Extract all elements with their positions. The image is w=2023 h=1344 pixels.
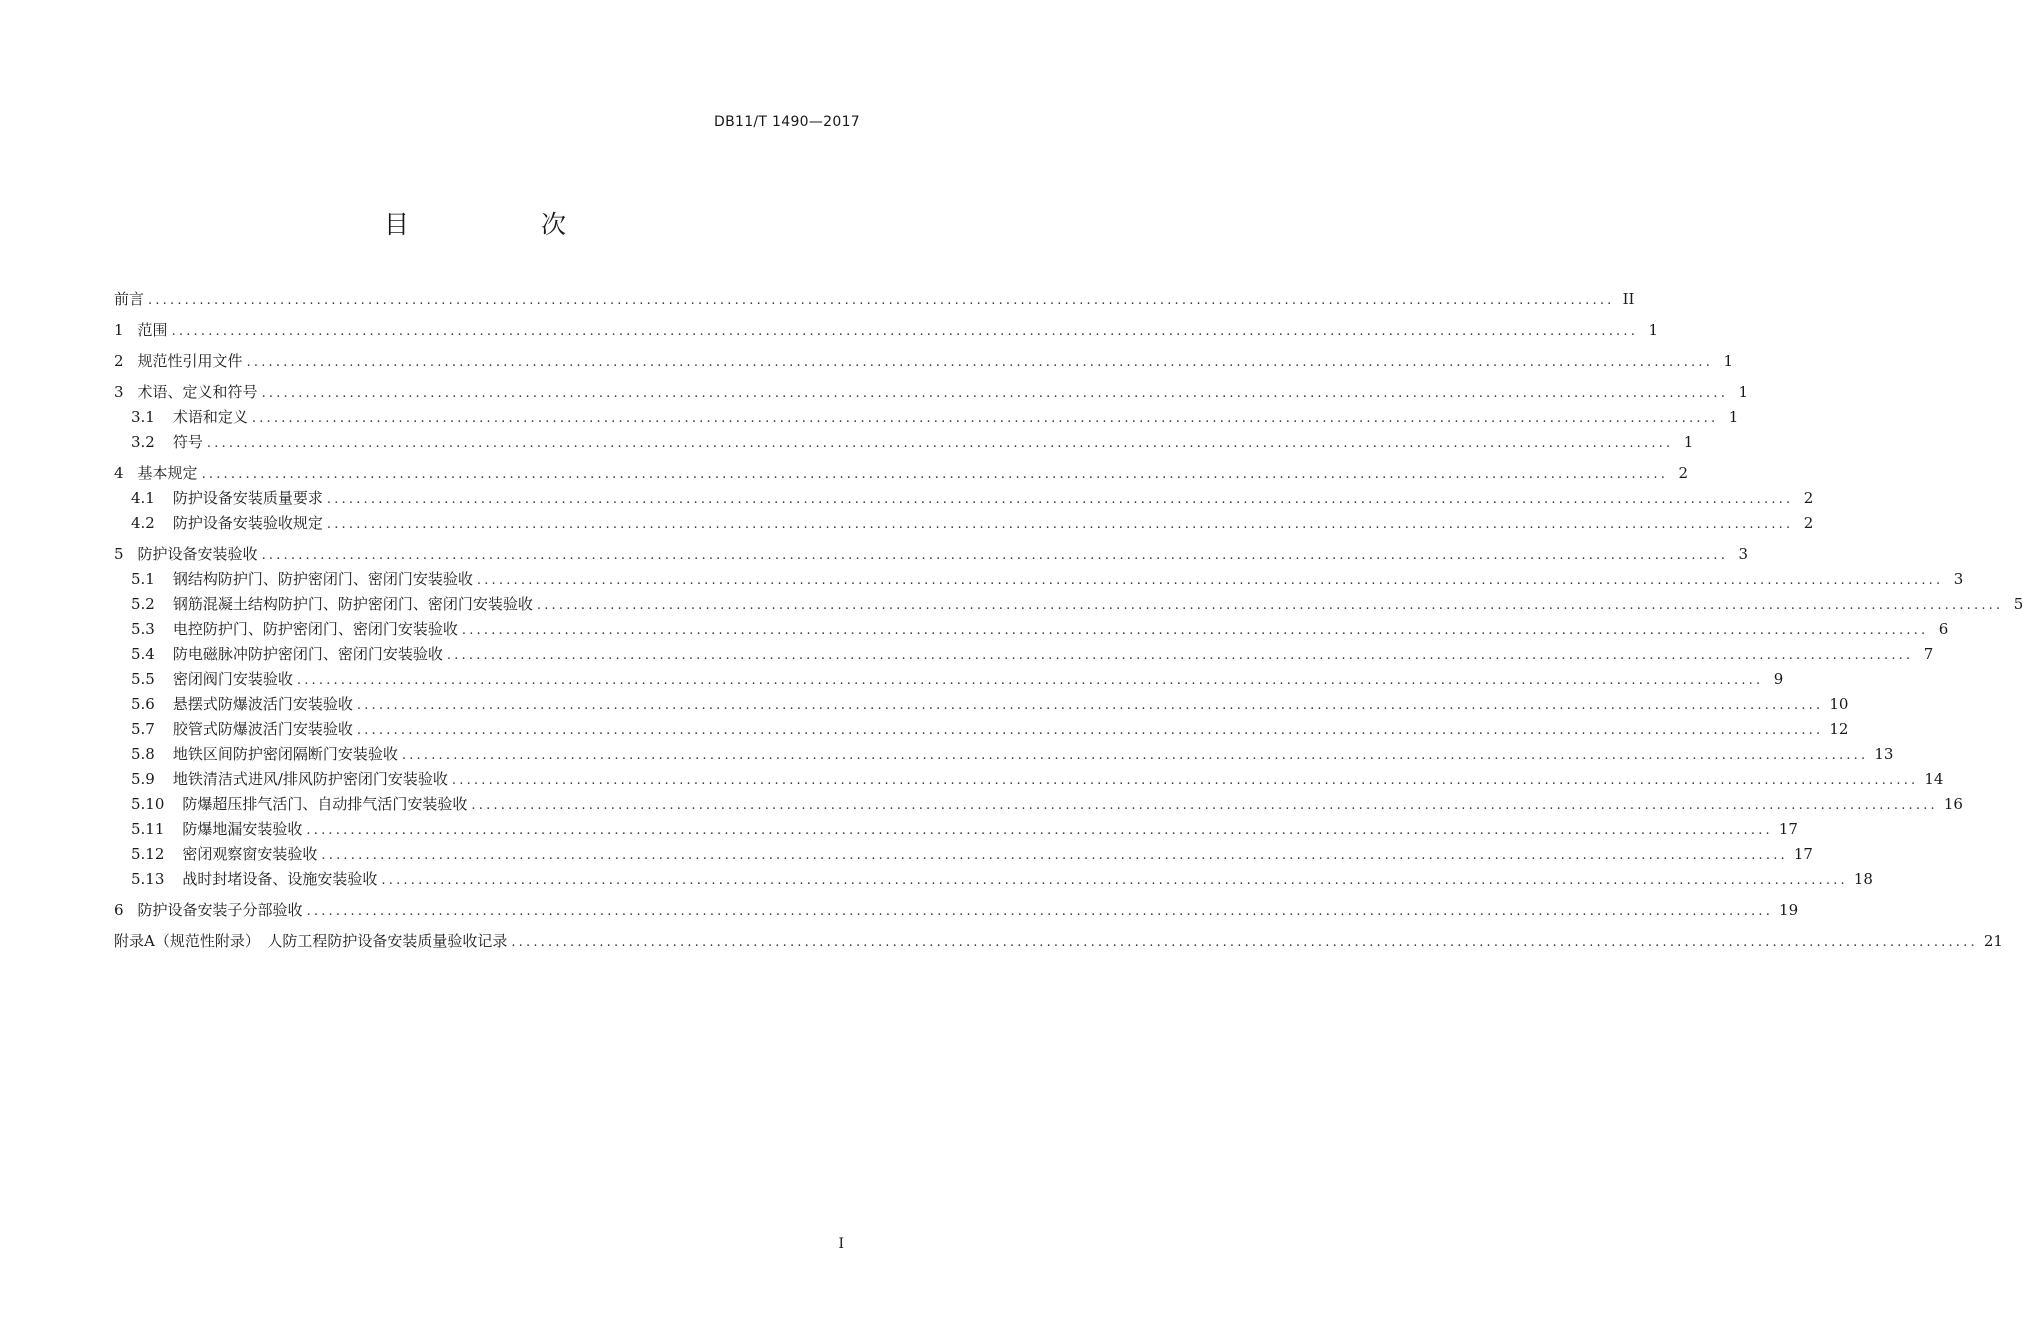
- toc-entry-page: 6: [1938, 620, 1949, 638]
- toc-entry[interactable]: [114, 842, 1813, 867]
- toc-entry-page: 3: [1953, 570, 1964, 588]
- toc-entry-title: [114, 461, 198, 486]
- dot-leader: ........................................................................................................................................................................................................: [356, 698, 1824, 713]
- toc-entry-number: 5.2: [131, 595, 155, 613]
- toc-entry-number: 3.2: [131, 433, 155, 451]
- toc-entry-number: 5: [114, 545, 124, 563]
- toc-entry-page: 1: [1738, 383, 1749, 401]
- toc-entry-title: [131, 842, 317, 867]
- toc-entry-number: 5.5: [131, 670, 155, 688]
- toc-entry-title: [131, 692, 353, 717]
- toc-entry-label: 胶管式防爆波活门安装验收: [172, 720, 353, 738]
- dot-leader: ........................................................................................................................................................................................................: [171, 324, 1639, 339]
- toc-entry-number: 4.1: [131, 489, 155, 507]
- toc-entry-page: 2: [1678, 464, 1689, 482]
- toc-entry-title: [131, 742, 398, 767]
- toc-entry-title: [114, 929, 507, 954]
- toc-entry-number: 5.7: [131, 720, 155, 738]
- toc-entry-title: [131, 511, 323, 536]
- table-of-contents: [114, 287, 2023, 954]
- toc-entry-number: 5.13: [131, 870, 165, 888]
- dot-leader: ........................................................................................................................................................................................................: [296, 673, 1764, 688]
- toc-entry-page: 17: [1778, 820, 1798, 838]
- dot-leader: ........................................................................................................................................................................................................: [261, 386, 1729, 401]
- toc-entry-number: 5.10: [131, 795, 165, 813]
- toc-entry[interactable]: [114, 542, 1749, 567]
- toc-entry-label: 密闭观察窗安装验收: [182, 845, 318, 863]
- toc-entry[interactable]: [114, 318, 1659, 343]
- dot-leader: ........................................................................................................................................................................................................: [451, 773, 1919, 788]
- toc-entry-page: II: [1622, 290, 1635, 308]
- toc-entry-title: [114, 349, 243, 374]
- toc-entry[interactable]: [114, 817, 1798, 842]
- toc-entry-label: 符号: [172, 433, 203, 451]
- toc-entry[interactable]: [114, 742, 1894, 767]
- toc-entry-label: 电控防护门、防护密闭门、密闭门安装验收: [172, 620, 458, 638]
- toc-entry-title: [114, 318, 168, 343]
- toc-entry[interactable]: [114, 349, 1734, 374]
- toc-entry[interactable]: [114, 929, 2003, 954]
- toc-entry[interactable]: [114, 430, 1694, 455]
- toc-entry-title: [114, 898, 303, 923]
- toc-entry-label: 附录A（规范性附录） 人防工程防护设备安装质量验收记录: [114, 932, 508, 950]
- toc-entry[interactable]: [114, 717, 1849, 742]
- toc-entry-title: [131, 717, 353, 742]
- toc-entry-page: 7: [1923, 645, 1934, 663]
- toc-entry-number: 4.2: [131, 514, 155, 532]
- toc-entry-number: 1: [114, 321, 124, 339]
- dot-leader: ........................................................................................................................................................................................................: [321, 848, 1788, 863]
- standard-code: DB11/T 1490—2017: [714, 114, 860, 130]
- toc-entry[interactable]: [114, 667, 1784, 692]
- toc-entry-label: 防护设备安装质量要求: [172, 489, 323, 507]
- toc-entry-label: 术语、定义和符号: [137, 383, 258, 401]
- toc-entry-page: 13: [1874, 745, 1894, 763]
- toc-entry-title: [131, 486, 323, 511]
- toc-entry-label: 防护设备安装子分部验收: [137, 901, 303, 919]
- toc-entry-label: 范围: [137, 321, 168, 339]
- toc-entry[interactable]: [114, 461, 1689, 486]
- toc-entry[interactable]: [114, 767, 1944, 792]
- toc-entry-page: 1: [1723, 352, 1734, 370]
- toc-entry-page: 18: [1853, 870, 1873, 888]
- dot-leader: ........................................................................................................................................................................................................: [246, 355, 1714, 370]
- dot-leader: ........................................................................................................................................................................................................: [511, 935, 1978, 950]
- toc-entry-number: 2: [114, 352, 124, 370]
- dot-leader: ........................................................................................................................................................................................................: [201, 467, 1669, 482]
- dot-leader: ........................................................................................................................................................................................................: [206, 436, 1674, 451]
- toc-entry[interactable]: [114, 792, 1963, 817]
- toc-entry-page: 1: [1728, 408, 1739, 426]
- toc-entry-label: 悬摆式防爆波活门安装验收: [172, 695, 353, 713]
- toc-entry-page: 1: [1683, 433, 1694, 451]
- dot-leader: ........................................................................................................................................................................................................: [148, 293, 1615, 308]
- toc-entry[interactable]: [114, 642, 1934, 667]
- toc-entry-page: 16: [1943, 795, 1963, 813]
- dot-leader: ........................................................................................................................................................................................................: [326, 517, 1794, 532]
- toc-entry-number: 5.12: [131, 845, 165, 863]
- toc-entry-title: [114, 542, 258, 567]
- toc-entry-page: 1: [1648, 321, 1659, 339]
- toc-entry-label: 钢结构防护门、防护密闭门、密闭门安装验收: [172, 570, 473, 588]
- toc-entry-title: [131, 817, 302, 842]
- toc-entry-label: 防电磁脉冲防护密闭门、密闭门安装验收: [172, 645, 443, 663]
- dot-leader: ........................................................................................................................................................................................................: [326, 492, 1794, 507]
- toc-entry-number: 5.6: [131, 695, 155, 713]
- toc-entry-page: 2: [1803, 489, 1814, 507]
- dot-leader: ........................................................................................................................................................................................................: [471, 798, 1938, 813]
- toc-entry-title: [131, 430, 203, 455]
- toc-entry[interactable]: [114, 592, 2023, 617]
- dot-leader: ........................................................................................................................................................................................................: [261, 548, 1729, 563]
- dot-leader: ........................................................................................................................................................................................................: [356, 723, 1824, 738]
- toc-entry-label: 战时封堵设备、设施安装验收: [182, 870, 378, 888]
- dot-leader: ........................................................................................................................................................................................................: [251, 411, 1719, 426]
- toc-entry-label: 基本规定: [137, 464, 198, 482]
- toc-entry-number: 5.3: [131, 620, 155, 638]
- toc-entry-label: 地铁清洁式进风/排风防护密闭门安装验收: [172, 770, 448, 788]
- toc-entry-page: 21: [1983, 932, 2003, 950]
- toc-entry-number: 5.11: [131, 820, 165, 838]
- toc-entry-label: 地铁区间防护密闭隔断门安装验收: [172, 745, 398, 763]
- toc-entry[interactable]: [114, 511, 1814, 536]
- dot-leader: ........................................................................................................................................................................................................: [306, 823, 1773, 838]
- toc-entry[interactable]: [114, 898, 1799, 923]
- toc-entry[interactable]: [114, 405, 1739, 430]
- toc-entry-label: 防爆超压排气活门、自动排气活门安装验收: [182, 795, 468, 813]
- toc-entry-title: [131, 642, 443, 667]
- dot-leader: ........................................................................................................................................................................................................: [401, 748, 1869, 763]
- toc-entry-title: [114, 380, 258, 405]
- toc-entry[interactable]: [114, 287, 1635, 312]
- dot-leader: ........................................................................................................................................................................................................: [461, 623, 1929, 638]
- toc-entry[interactable]: [114, 486, 1814, 511]
- toc-entry-number: 3: [114, 383, 124, 401]
- toc-entry-page: 10: [1829, 695, 1849, 713]
- toc-entry-page: 3: [1738, 545, 1749, 563]
- dot-leader: ........................................................................................................................................................................................................: [536, 598, 2004, 613]
- toc-entry-label: 钢筋混凝土结构防护门、防护密闭门、密闭门安装验收: [172, 595, 533, 613]
- toc-entry-title: [131, 405, 248, 430]
- toc-entry-page: 14: [1924, 770, 1944, 788]
- toc-entry-label: 防护设备安装验收: [137, 545, 258, 563]
- toc-entry-label: 术语和定义: [172, 408, 248, 426]
- toc-entry[interactable]: [114, 617, 1949, 642]
- toc-entry-title: [131, 867, 377, 892]
- toc-entry-number: 5.4: [131, 645, 155, 663]
- page-title: 目 次: [384, 210, 628, 239]
- toc-entry-page: 9: [1773, 670, 1784, 688]
- toc-entry-page: 12: [1829, 720, 1849, 738]
- toc-entry-number: 4: [114, 464, 124, 482]
- toc-entry-title: [131, 567, 473, 592]
- toc-entry[interactable]: [114, 692, 1849, 717]
- toc-entry-page: 17: [1793, 845, 1813, 863]
- dot-leader: ........................................................................................................................................................................................................: [306, 904, 1774, 919]
- toc-entry-title: [131, 592, 533, 617]
- toc-entry-label: 规范性引用文件: [137, 352, 243, 370]
- toc-entry-page: 5: [2013, 595, 2023, 613]
- toc-entry-label: 前言: [114, 290, 145, 308]
- dot-leader: ........................................................................................................................................................................................................: [446, 648, 1914, 663]
- toc-entry-number: 5.8: [131, 745, 155, 763]
- toc-entry[interactable]: [114, 380, 1749, 405]
- toc-entry-page: 19: [1779, 901, 1799, 919]
- toc-entry-number: 3.1: [131, 408, 155, 426]
- toc-entry-title: [131, 617, 458, 642]
- toc-entry[interactable]: [114, 567, 1964, 592]
- toc-entry-title: [131, 792, 467, 817]
- page-number: I: [838, 1236, 844, 1252]
- toc-entry-title: [131, 767, 448, 792]
- dot-leader: ........................................................................................................................................................................................................: [476, 573, 1944, 588]
- toc-entry-number: 5.1: [131, 570, 155, 588]
- toc-entry-title: [114, 287, 144, 312]
- toc-entry-page: 2: [1803, 514, 1814, 532]
- toc-entry-number: 6: [114, 901, 124, 919]
- toc-entry-label: 防爆地漏安装验收: [182, 820, 303, 838]
- toc-entry-label: 防护设备安装验收规定: [172, 514, 323, 532]
- toc-entry-number: 5.9: [131, 770, 155, 788]
- toc-entry[interactable]: [114, 867, 1873, 892]
- toc-entry-label: 密闭阀门安装验收: [172, 670, 293, 688]
- dot-leader: ........................................................................................................................................................................................................: [381, 873, 1848, 888]
- toc-entry-title: [131, 667, 293, 692]
